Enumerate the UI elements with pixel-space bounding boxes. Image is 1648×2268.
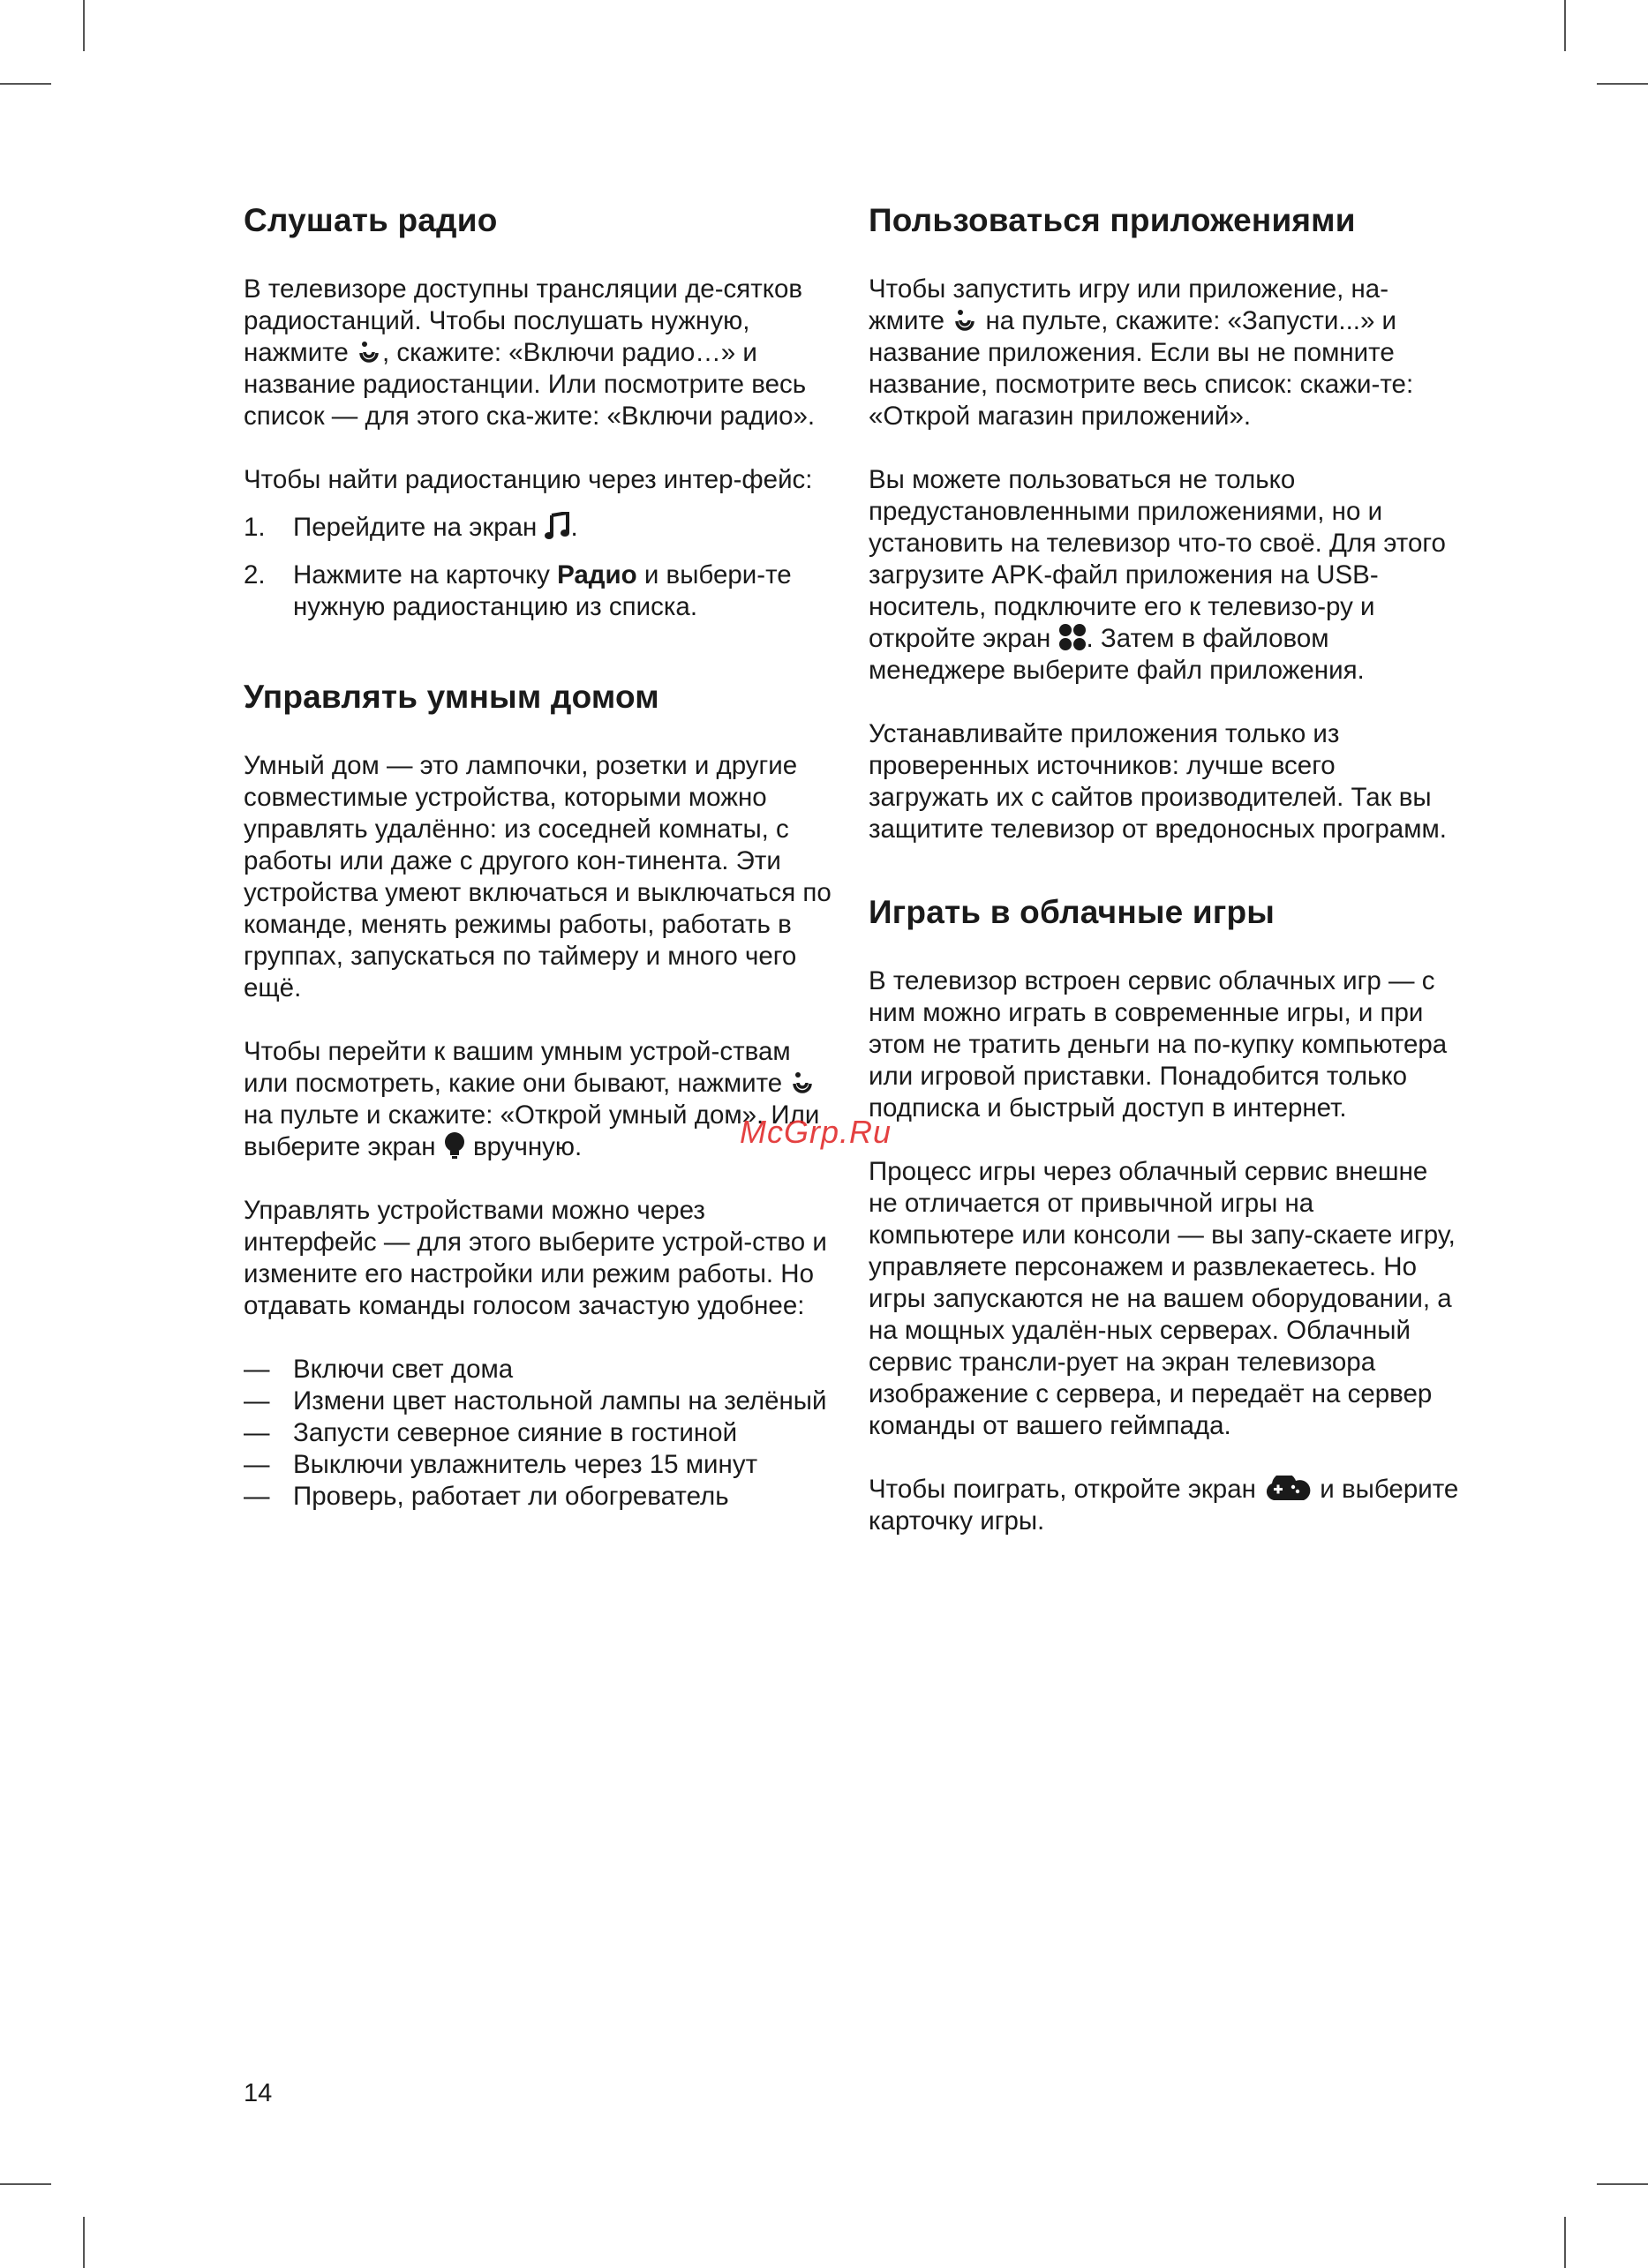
right-column: [869, 201, 1462, 1569]
crop-mark: [0, 83, 51, 85]
crop-mark: [0, 2183, 51, 2185]
smarthome-heading: Управлять умным домом: [244, 679, 659, 715]
apps-paragraph-3: Устанавливайте приложения только из проверенных источников: лучше всего загружать их с сайтов производителей. Так вы защитите телевизор от вредоносных программ.: [869, 719, 1447, 844]
cloud-paragraph-1: В телевизор встроен сервис облачных игр — с ним можно играть в современные игры, и при этом не тратить деньги на по-купку компьютера или игровой приставки. Понадобится только подписка и быстрый доступ в интернет.: [869, 966, 1448, 1123]
crop-mark: [1564, 0, 1566, 51]
radio-heading: Слушать радио: [244, 202, 498, 238]
cloud-paragraph-3: Чтобы поиграть, откройте экран и выберите карточку игры.: [869, 1474, 1462, 1537]
radio-paragraph-1: В телевизоре доступны трансляции де-сятков радиостанций. Чтобы послушать нужную, нажмите , скажите: «Включи радио…» и название радиостанции. Или посмотрите весь список — для этого ска-жите: «Включи радио».: [244, 274, 816, 431]
page-number: 14: [244, 2079, 273, 2107]
apps-grid-icon: [1058, 623, 1087, 651]
cloud-games-heading: Играть в облачные игры: [869, 894, 1276, 930]
list-item: — Выключи увлажнитель через 15 минут: [244, 1450, 758, 1479]
cloud-paragraph-2: Процесс игры через облачный сервис внешне не отличается от привычной игры на компьютере или консоли — вы запу-скаете игру, управляете персонажем и развлекаетесь. Но игры запускаются не на вашем оборудовании, а на мощных удалён-ных серверах. Облачный сервис трансли-рует на экран телевизора изображение с сервера, и передаёт на сервер команды от вашего геймпада.: [869, 1157, 1456, 1440]
alice-voice-icon: [356, 339, 382, 365]
apps-paragraph-2: Вы можете пользоваться не только предустановленными приложениями, но и установить на телевизор что-то своё. Для этого загрузите APK-файл приложения на USB-носитель, подключите его к телевизо-ру и откройте экран . Затем в файловом менеджере выберите файл приложения.: [869, 465, 1446, 685]
list-item: 1. Перейдите на экран .: [244, 513, 578, 542]
list-item: — Запусти северное сияние в гостиной: [244, 1418, 738, 1447]
lightbulb-icon: [443, 1131, 466, 1160]
watermark: McGrp.Ru: [740, 1114, 892, 1150]
list-item: — Измени цвет настольной лампы на зелёный: [244, 1386, 827, 1416]
apps-heading: Пользоваться приложениями: [869, 202, 1356, 238]
smarthome-paragraph-1: Умный дом — это лампочки, розетки и другие совместимые устройства, которыми можно управлять удалённо: из соседней комнаты, с работы или даже с другого кон-тинента. Эти устройства умеют включаться и выключаться по команде, менять режимы работы, работать в группах, запускаться по таймеру и много чего ещё.: [244, 751, 832, 1003]
radio-steps: [244, 512, 837, 623]
smarthome-paragraph-3: Управлять устройствами можно через интерфейс — для этого выберите устрой-ство и измените его настройки или режим работы. Но отдавать команды голосом зачастую удобнее:: [244, 1196, 827, 1320]
apps-paragraph-1: Чтобы запустить игру или приложение, на-жмите на пульте, скажите: «Запусти...» и название приложения. Если вы не помните название, посмотрите весь список: скажи-те: «Открой магазин приложений».: [869, 274, 1414, 431]
list-item: — Проверь, работает ли обогреватель: [244, 1482, 729, 1511]
smarthome-paragraph-2: Чтобы перейти к вашим умным устрой-ствам или посмотреть, какие они бывают, нажмите на пульте и скажите: «Открой умный дом». Или выберите экран вручную.: [244, 1037, 820, 1161]
left-column: [244, 201, 837, 1544]
list-item: 2. Нажмите на карточку Радио и выбери-те нужную радиостанцию из списка.: [244, 560, 792, 621]
music-note-icon: [545, 512, 571, 540]
crop-mark: [1564, 2217, 1566, 2268]
cloud-gamepad-icon: [1263, 1476, 1313, 1502]
alice-voice-icon: [952, 307, 978, 334]
list-item: — Включи свет дома: [244, 1355, 514, 1384]
voice-commands-list: [244, 1354, 837, 1513]
crop-mark: [1597, 2183, 1648, 2185]
crop-mark: [83, 0, 85, 51]
crop-mark: [83, 2217, 85, 2268]
alice-voice-icon: [789, 1070, 816, 1096]
crop-mark: [1597, 83, 1648, 85]
radio-paragraph-2: Чтобы найти радиостанцию через интер-фейс:: [244, 465, 813, 494]
